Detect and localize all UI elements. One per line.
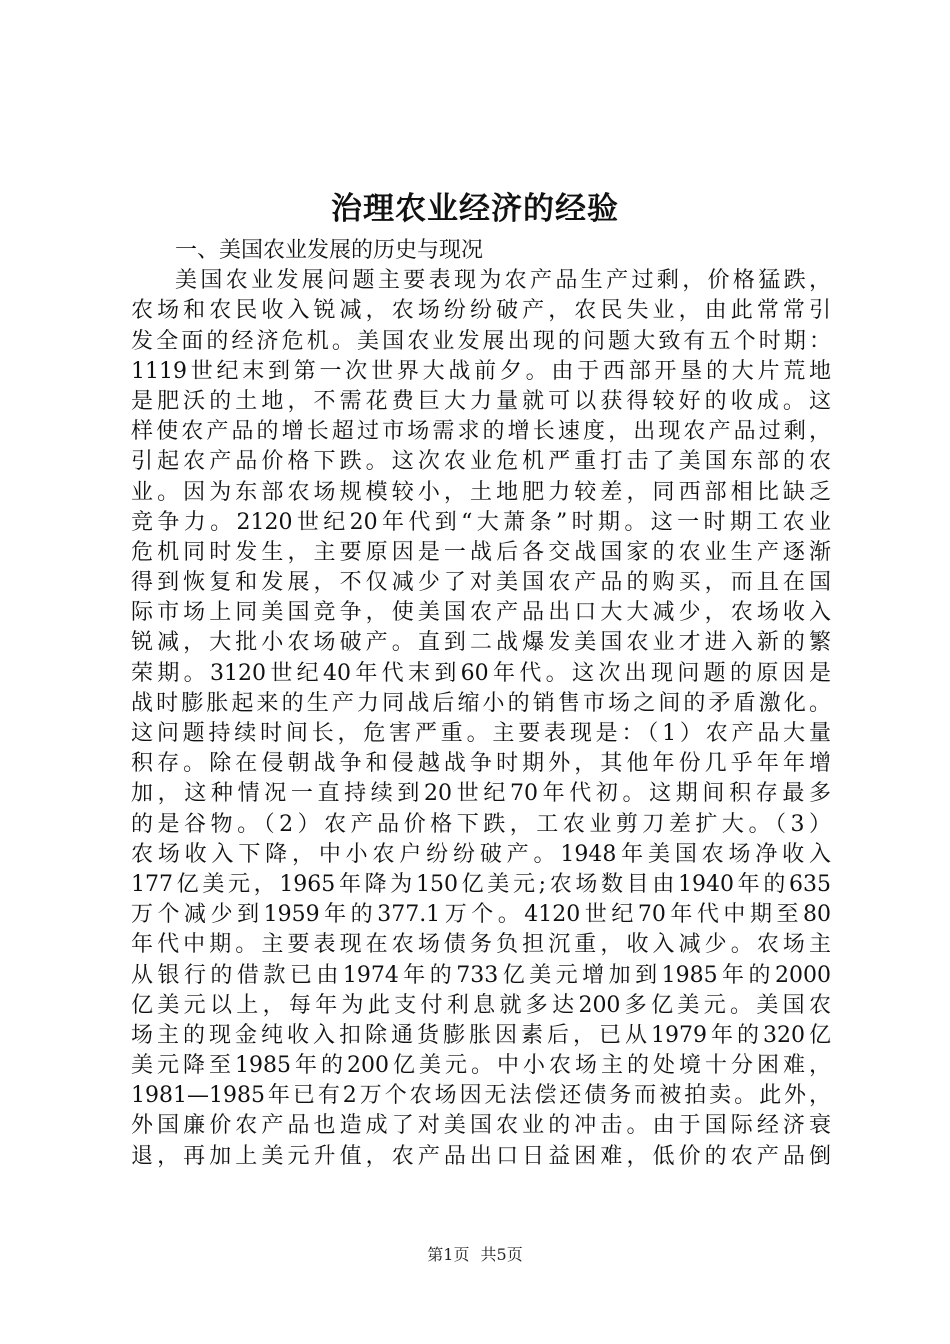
page-footer bbox=[0, 1244, 950, 1266]
paragraph-line: 的是谷物。（2）农产品价格下跌，工农业剪刀差扩大。（3） bbox=[131, 811, 831, 837]
paragraph-line: 是肥沃的土地，不需花费巨大力量就可以获得较好的收成。这 bbox=[131, 388, 831, 414]
paragraph-line: 1981—1985年已有2万个农场因无法偿还债务而被拍卖。此外， bbox=[131, 1083, 831, 1109]
paragraph-line: 得到恢复和发展，不仅减少了对美国农产品的购买，而且在国 bbox=[131, 570, 831, 596]
paragraph-line: 锐减，大批小农场破产。直到二战爆发美国农业才进入新的繁 bbox=[131, 630, 831, 656]
paragraph-line: 农场和农民收入锐减，农场纷纷破产，农民失业，由此常常引 bbox=[131, 298, 831, 324]
paragraph-line: 样使农产品的增长超过市场需求的增长速度，出现农产品过剩， bbox=[131, 419, 831, 445]
page-total: 共5页 bbox=[480, 1245, 523, 1264]
section-heading: 一、美国农业发展的历史与现况 bbox=[175, 238, 484, 263]
paragraph-line: 外国廉价农产品也造成了对美国农业的冲击。由于国际经济衰 bbox=[131, 1113, 831, 1139]
paragraph-line: 荣期。3120世纪40年代末到60年代。这次出现问题的原因是 bbox=[131, 660, 831, 686]
paragraph-line: 业。因为东部农场规模较小，土地肥力较差，同西部相比缺乏 bbox=[131, 479, 831, 505]
paragraph-line: 战时膨胀起来的生产力同战后缩小的销售市场之间的矛盾激化。 bbox=[131, 690, 831, 716]
paragraph-line: 亿美元以上，每年为此支付利息就多达200多亿美元。美国农 bbox=[131, 992, 831, 1018]
paragraph-line: 美元降至1985年的200亿美元。中小农场主的处境十分困难， bbox=[131, 1053, 831, 1079]
paragraph-line: 危机同时发生，主要原因是一战后各交战国家的农业生产逐渐 bbox=[131, 539, 831, 565]
paragraph-line: 积存。除在侵朝战争和侵越战争时期外，其他年份几乎年年增 bbox=[131, 751, 831, 777]
paragraph-line: 美国农业发展问题主要表现为农产品生产过剩，价格猛跌， bbox=[175, 268, 831, 294]
page-number: 第1页 bbox=[427, 1245, 470, 1264]
paragraph-line: 际市场上同美国竞争，使美国农产品出口大大减少，农场收入 bbox=[131, 600, 831, 626]
paragraph-line: 1119世纪末到第一次世界大战前夕。由于西部开垦的大片荒地 bbox=[131, 358, 831, 384]
paragraph-line: 发全面的经济危机。美国农业发展出现的问题大致有五个时期： bbox=[131, 328, 831, 354]
document-title: 治理农业经济的经验 bbox=[331, 191, 619, 227]
paragraph-line: 竞争力。2120世纪20年代到“大萧条”时期。这一时期工农业 bbox=[131, 509, 831, 535]
paragraph-line: 加，这种情况一直持续到20世纪70年代初。这期间积存最多 bbox=[131, 781, 831, 807]
paragraph-line: 年代中期。主要表现在农场债务负担沉重，收入减少。农场主 bbox=[131, 932, 831, 958]
paragraph-line: 场主的现金纯收入扣除通货膨胀因素后，已从1979年的320亿 bbox=[131, 1022, 831, 1048]
document-body bbox=[131, 236, 831, 1172]
paragraph-line: 万个减少到1959年的377.1万个。4120世纪70年代中期至80 bbox=[131, 902, 831, 928]
paragraph-line: 引起农产品价格下跌。这次农业危机严重打击了美国东部的农 bbox=[131, 449, 831, 475]
paragraph-line: 177亿美元，1965年降为150亿美元;农场数目由1940年的635 bbox=[131, 871, 831, 897]
paragraph-line: 这问题持续时间长，危害严重。主要表现是：（1）农产品大量 bbox=[131, 721, 831, 746]
paragraph-line: 农场收入下降，中小农户纷纷破产。1948年美国农场净收入 bbox=[131, 841, 831, 867]
paragraph-line: 退，再加上美元升值，农产品出口日益困难，低价的农产品倒 bbox=[131, 1143, 831, 1169]
paragraph-line: 从银行的借款已由1974年的733亿美元增加到1985年的2000 bbox=[131, 962, 831, 988]
